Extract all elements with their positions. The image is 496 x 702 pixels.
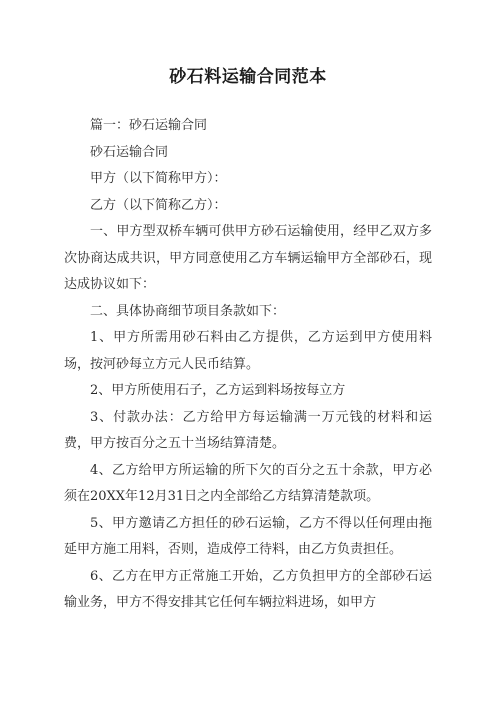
paragraph: 篇一：砂石运输合同 xyxy=(90,118,208,133)
paragraph: 3、付款办法：乙方给甲方每运输满一万元钱的材料和运费，甲方按百分之五十当场结算清楚。 xyxy=(64,409,432,451)
paragraph: 甲方（以下简称甲方）： xyxy=(90,171,227,186)
paragraph: 4、乙方给甲方所运输的所下欠的百分之五十余款，甲方必须在20XX年12月31日之内全部给乙方结算清楚款项。 xyxy=(64,462,432,504)
paragraph: 二、具体协商细节项目条款如下： xyxy=(90,303,286,319)
paragraph: 砂石运输合同 xyxy=(90,144,169,160)
paragraph: 2、甲方所使用石子，乙方运到料场按每立方 xyxy=(90,383,346,398)
paragraph: 1、甲方所需用砂石料由乙方提供，乙方运到甲方使用料场，按河砂每立方元人民币结算。 xyxy=(64,330,432,372)
document-body xyxy=(64,113,432,617)
paragraph: 6、乙方在甲方正常施工开始，乙方负担甲方的全部砂石运输业务，甲方不得安排其它任何车辆拉料进场，如甲方 xyxy=(64,568,432,610)
paragraph: 乙方（以下简称乙方）： xyxy=(90,197,227,213)
paragraph: 5、甲方邀请乙方担任的砂石运输，乙方不得以任何理由拖延甲方施工用料，否则，造成停工待料，由乙方负责担任。 xyxy=(64,515,432,557)
document-title: 砂石料运输合同范本 xyxy=(169,67,327,87)
paragraph: 一、甲方型双桥车辆可供甲方砂石运输使用，经甲乙双方多次协商达成共识，甲方同意使用乙方车辆运输甲方全部砂石，现达成协议如下： xyxy=(64,224,432,292)
